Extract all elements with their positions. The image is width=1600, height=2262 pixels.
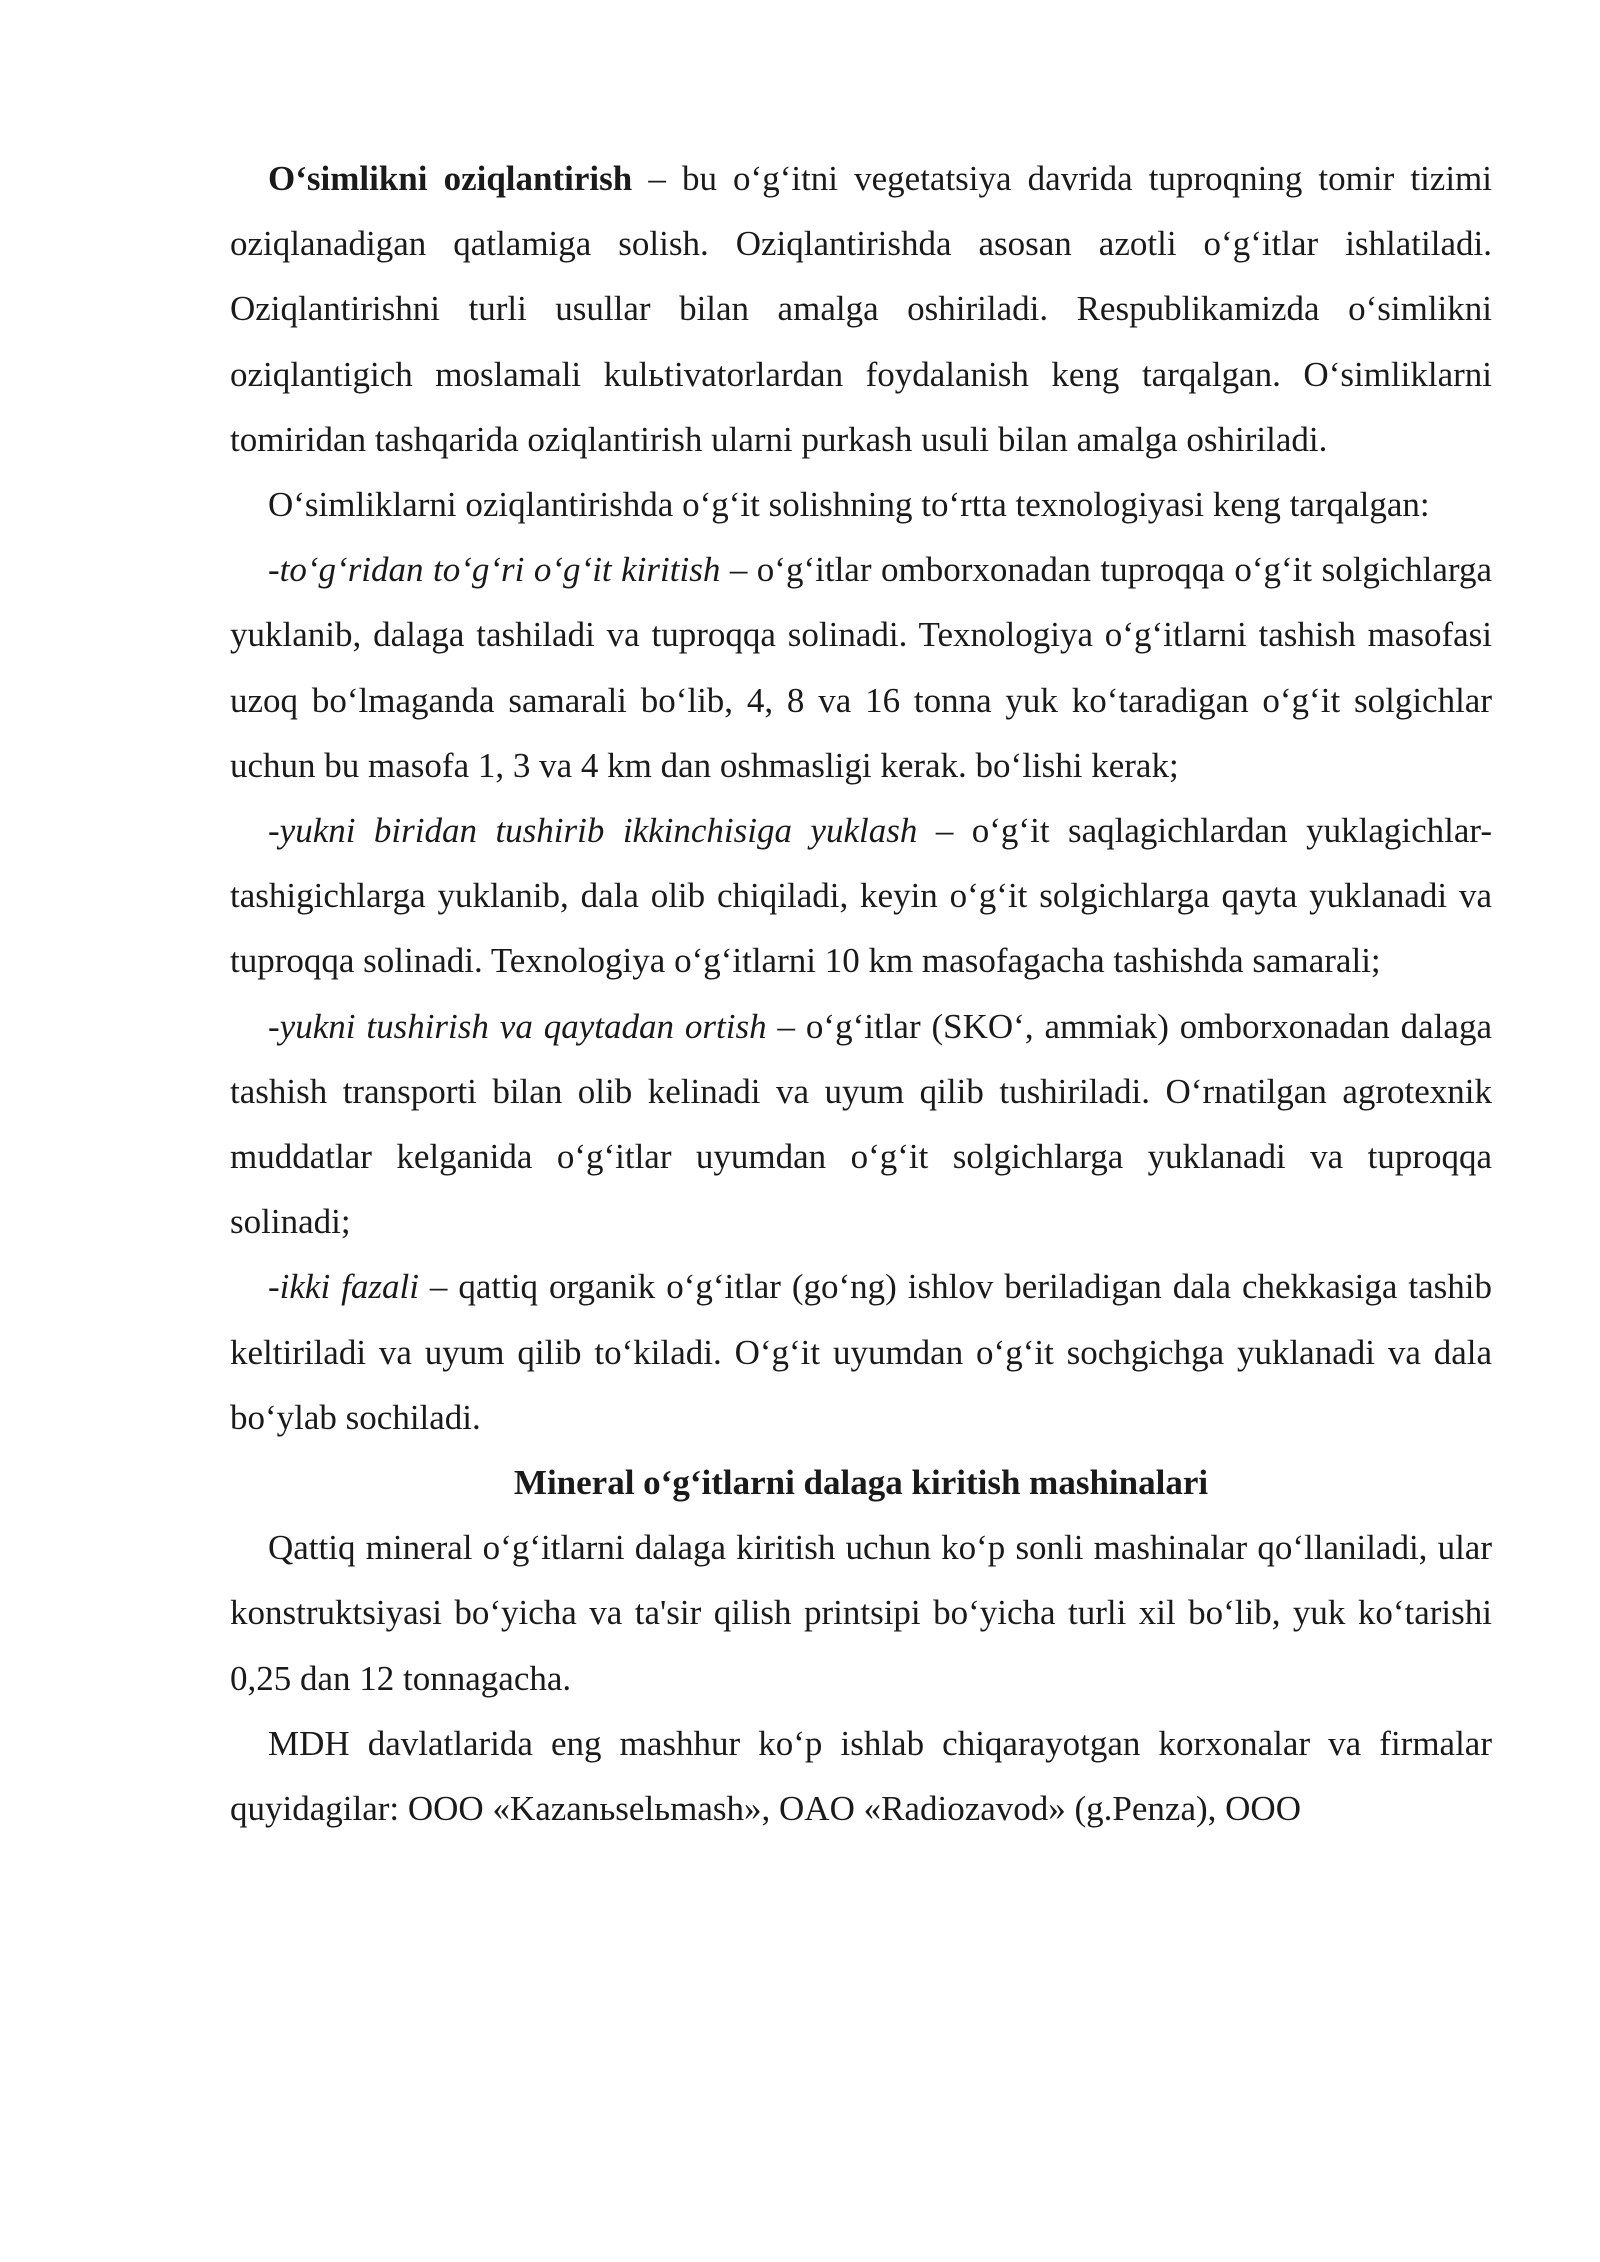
paragraph-technologies-intro xyxy=(230,472,1492,537)
term-italic: -ikki fazali xyxy=(268,1267,419,1307)
term-italic: -yukni tushirish va qaytadan ortish xyxy=(268,1006,767,1046)
paragraph-text: – qattiq organik o‘g‘itlar (go‘ng) ishlov beriladigan dala chekkasiga tashib keltiriladi va uyum qilib to‘kiladi. O‘g‘it uyumdan o‘g‘it sochgichga yuklanadi va dala bo‘ylab sochiladi. xyxy=(230,1267,1492,1437)
paragraph-text: – o‘g‘itlar (SKO‘, ammiak) omborxonadan dalaga tashish transporti bilan olib kelinadi va uyum qilib tushiriladi. O‘rnatilgan agrotexnik muddatlar kelganida o‘g‘itlar uyumdan o‘g‘it solgichlarga yuklanadi va tuproqqa solinadi; xyxy=(230,1006,1492,1242)
paragraph-text: MDH davlatlarida eng mashhur ko‘p ishlab chiqarayotgan korxonalar va firmalar quyidagilar: OOO «Kazanьselьmash», OAO «Radiozavod» (g.Penza), OOO xyxy=(230,1723,1492,1829)
paragraph-text: – o‘g‘itlar omborxonadan tuproqqa o‘g‘it solgichlarga yuklanib, dalaga tashiladi va tuproqqa solinadi. Texnologiya o‘g‘itlarni tashish masofasi uzoq bo‘lmaganda samarali bo‘lib, 4, 8 va 16 tonna yuk ko‘taradigan o‘g‘it solgichlar uchun bu masofa 1, 3 va 4 km dan oshmasligi kerak. bo‘lishi kerak; xyxy=(230,550,1492,785)
paragraph-direct-application xyxy=(230,537,1492,798)
paragraph-text: Qattiq mineral o‘g‘itlarni dalaga kiritish uchun ko‘p sonli mashinalar qo‘llaniladi, ular konstruktsiyasi bo‘yicha va ta'sir qilish printsipi bo‘yicha turli xil bo‘lib, yuk ko‘tarishi 0,25 dan 12 tonnagacha. xyxy=(230,1528,1492,1698)
paragraph-fertilizing-definition xyxy=(230,146,1492,472)
paragraph-two-phase xyxy=(230,1254,1492,1450)
paragraph-text: – bu o‘g‘itni vegetatsiya davrida tuproqning tomir tizimi oziqlanadigan qatlamiga solish. Oziqlantirishda asosan azotli o‘g‘itlar ishlatiladi. Oziqlantirishni turli usullar bilan amalga oshiriladi. Respublikamizda o‘simlikni oziqlantigich moslamali kulьtivatorlardan foydalanish keng tarqalgan. O‘simliklarni tomiridan tashqarida oziqlantirish ularni purkash usuli bilan amalga oshiriladi. xyxy=(230,159,1493,459)
term-italic: -to‘g‘ridan to‘g‘ri o‘g‘it kiritish xyxy=(268,550,721,590)
document-page xyxy=(230,146,1492,1841)
term-italic: -yukni biridan tushirib ikkinchisiga yuklash xyxy=(268,811,918,851)
paragraph-unload-reload xyxy=(230,994,1492,1255)
paragraph-text: O‘simliklarni oziqlantirishda o‘g‘it solishning to‘rtta texnologiyasi keng tarqalgan: xyxy=(268,485,1430,525)
paragraph-manufacturers xyxy=(230,1711,1492,1841)
section-heading: Mineral o‘g‘itlarni dalaga kiritish mashinalari xyxy=(513,1463,1209,1503)
paragraph-machines-intro xyxy=(230,1515,1492,1711)
term-bold: O‘simlikni oziqlantirish xyxy=(268,159,633,198)
paragraph-transfer-loading xyxy=(230,798,1492,994)
paragraph-text: – o‘g‘it saqlagichlardan yuklagichlar-tashigichlarga yuklanib, dala olib chiqiladi, keyin o‘g‘it solgichlarga qayta yuklanadi va tuproqqa solinadi. Texnologiya o‘g‘itlarni 10 km masofagacha tashishda samarali; xyxy=(230,811,1492,981)
